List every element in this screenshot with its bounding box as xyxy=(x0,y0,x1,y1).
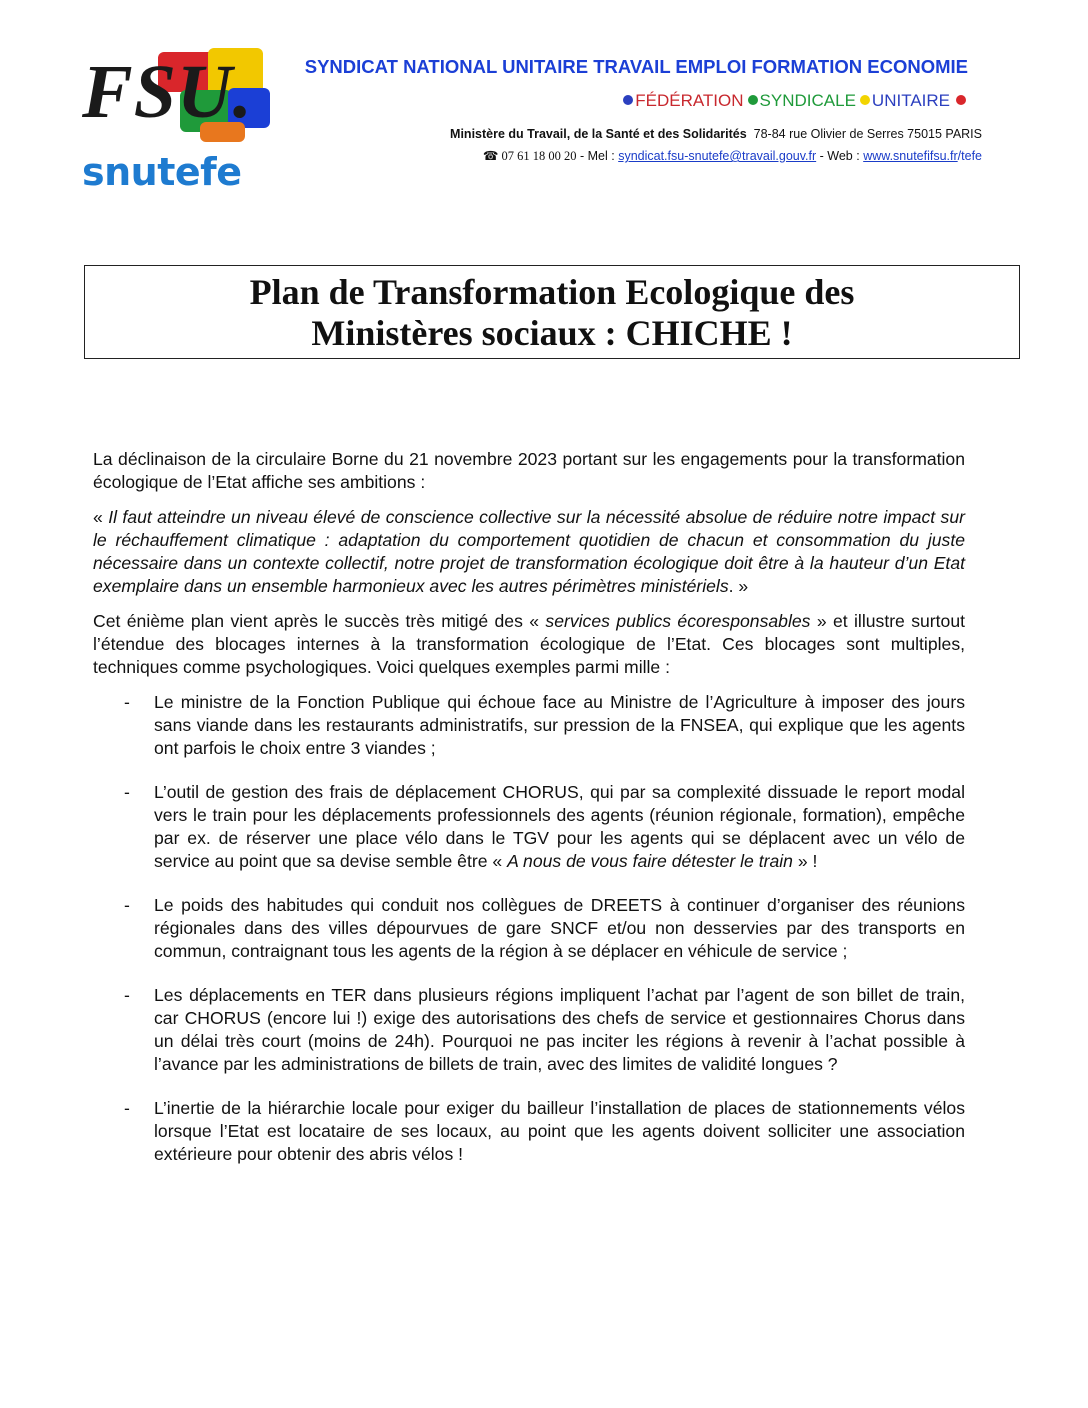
title-line-1: Plan de Transformation Ecologique des xyxy=(249,272,855,312)
list-item xyxy=(93,1097,965,1166)
list-item xyxy=(93,781,965,873)
list-item-text: Le poids des habitudes qui conduit nos collègues de DREETS à continuer d’organiser des réunions régionales dans des villes dépourvues de gare SNCF et/ou non desservies par des transports en commun, contraignant tous les agents de la région à se déplacer en véhicule de service ; xyxy=(154,895,965,961)
title-box xyxy=(84,265,1020,359)
federation-dot xyxy=(748,95,758,105)
email-link[interactable]: syndicat.fsu-snutefe@travail.gouv.fr xyxy=(618,149,817,163)
mel-label: - Mel : xyxy=(576,149,619,163)
list-item xyxy=(93,894,965,963)
list-item-text: Les déplacements en TER dans plusieurs régions impliquent l’achat par l’agent de son billet de train, car CHORUS (encore lui !) exige des autorisations des chefs de service et gestionnaires Chorus dans un délai très court (moins de 24h). Pourquoi ne pas inciter les régions à revenir à l’achat possible à l’avance par les administrations de billets de train, avec des limites de validité longues ? xyxy=(154,985,965,1074)
website-suffix: /tefe xyxy=(957,149,982,163)
ministry-name: Ministère du Travail, de la Santé et des Solidarités xyxy=(450,127,747,141)
quote-close: . » xyxy=(728,576,749,596)
quote-paragraph xyxy=(93,506,965,598)
snutefe-logo-text: snutefe xyxy=(82,150,242,194)
document-body xyxy=(93,448,965,1187)
website-link[interactable]: www.snutefifsu.fr xyxy=(863,149,958,163)
list-dash: - xyxy=(124,1098,130,1118)
intro-paragraph: La déclinaison de la circulaire Borne du 21 novembre 2023 portant sur les engagements pour la transformation écologique de l’Etat affiche ses ambitions : xyxy=(93,449,965,492)
federation-dot xyxy=(860,95,870,105)
list-item-text: Le ministre de la Fonction Publique qui échoue face au Ministre de l’Agriculture à imposer des jours sans viande dans les restaurants administratifs, sur pression de la FNSEA, qui explique que les agents ont parfois le choix entre 3 viandes ; xyxy=(154,692,965,758)
examples-list xyxy=(93,691,965,1166)
federation-line xyxy=(623,91,968,111)
list-dash: - xyxy=(124,692,130,712)
list-item xyxy=(93,691,965,760)
title-line-2: Ministères sociaux : CHICHE ! xyxy=(311,313,793,353)
federation-end-dot xyxy=(956,95,966,105)
federation-dot xyxy=(623,95,633,105)
list-dash: - xyxy=(124,985,130,1005)
context-text-2: » et illustre surtout l’étendue des blocages internes à la transformation écologique de l’Etat. Ces blocages sont multiples, techniques comme psychologiques. Voici quelques exemples parmi mille : xyxy=(93,611,965,677)
list-dash: - xyxy=(124,782,130,802)
org-name: SYNDICAT NATIONAL UNITAIRE TRAVAIL EMPLOI FORMATION ECONOMIE xyxy=(304,56,968,77)
context-paragraph xyxy=(93,610,965,679)
fsu-logo-text: FSU. xyxy=(82,50,253,134)
fsu-snutefe-logo xyxy=(80,44,275,194)
list-item-text: L’outil de gestion des frais de déplacement CHORUS, qui par sa complexité dissuade le report modal vers le train pour les déplacements professionnels des agents (réunion régionale, formation), empêche par ex. de réserver une place vélo dans le TGV pour les agents qui se déplacent avec un vélo de service au point que sa devise semble être « xyxy=(154,782,965,871)
context-text-1: Cet énième plan vient après le succès très mitigé des « xyxy=(93,611,546,631)
contact-line xyxy=(483,148,982,164)
phone: ☎ 07 61 18 00 20 xyxy=(482,149,577,163)
federation-word: FÉDÉRATION xyxy=(635,91,744,110)
federation-word: SYNDICALE xyxy=(759,91,856,110)
fsu-logo xyxy=(80,44,275,144)
list-dash: - xyxy=(124,895,130,915)
list-item xyxy=(93,984,965,1076)
list-item-text: L’inertie de la hiérarchie locale pour exiger du bailleur l’installation de places de stationnements vélos lorsque l’Etat est locataire de ses locaux, au point que les agents doivent solliciter une association extérieure pour obtenir des abris vélos ! xyxy=(154,1098,965,1164)
context-emphasis: services publics écoresponsables xyxy=(545,611,811,631)
ministry-address xyxy=(450,127,982,141)
quote-open: « xyxy=(93,507,109,527)
web-label: - Web : xyxy=(816,149,864,163)
address: 78-84 rue Olivier de Serres 75015 PARIS xyxy=(753,127,982,141)
page-title xyxy=(85,272,1019,354)
list-item-text-end: » ! xyxy=(792,851,818,871)
list-item-emphasis: A nous de vous faire détester le train xyxy=(507,851,793,871)
quote-text: Il faut atteindre un niveau élevé de conscience collective sur la nécessité absolue de réduire notre impact sur le réchauffement climatique : adaptation du comportement quotidien de chacun et consommation du juste nécessaire dans un contexte collectif, notre projet de transformation écologique doit être à la hauteur d’un Etat exemplaire dans un ensemble harmonieux avec les autres périmètres ministériels xyxy=(93,507,965,596)
federation-word: UNITAIRE xyxy=(871,91,950,110)
